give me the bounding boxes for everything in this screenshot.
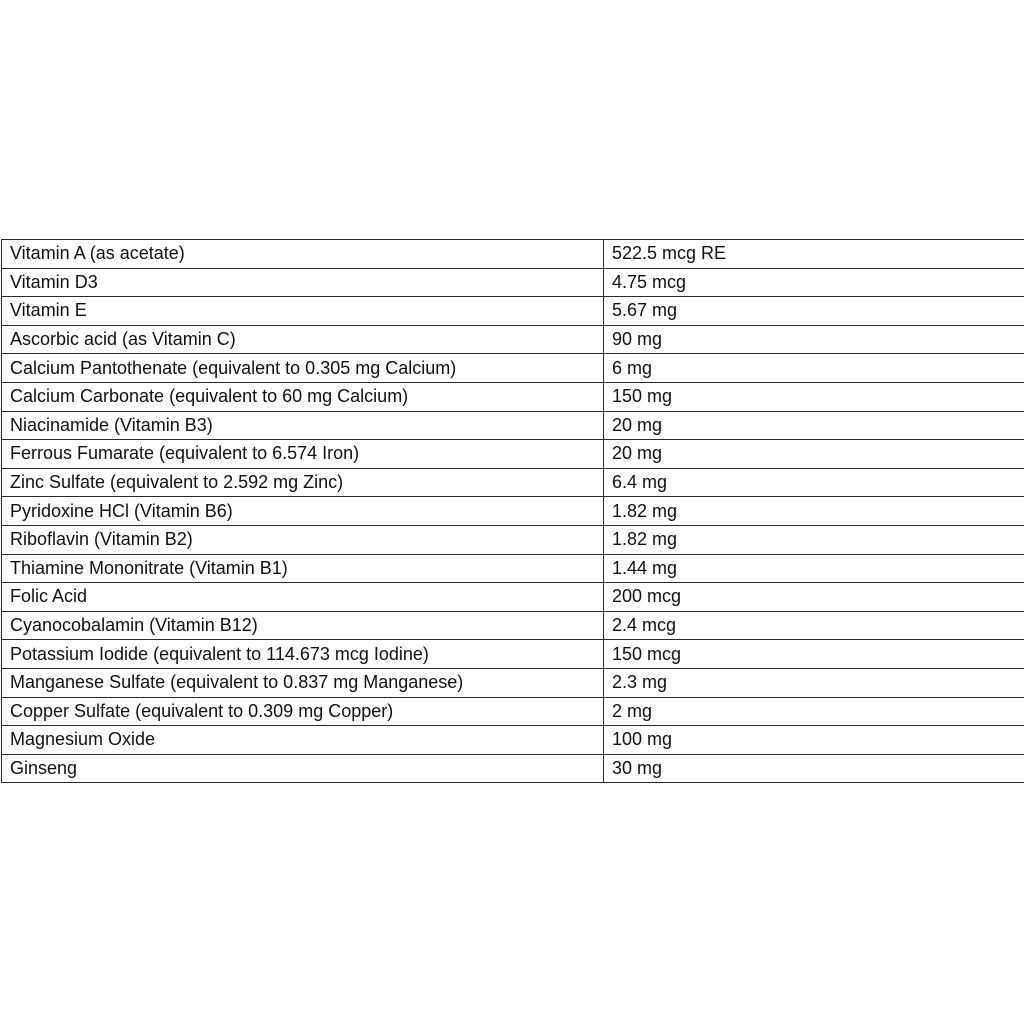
ingredient-name-cell: Ginseng	[2, 754, 604, 783]
ingredient-name-cell: Calcium Carbonate (equivalent to 60 mg Calcium)	[2, 382, 604, 411]
ingredient-name-cell: Vitamin A (as acetate)	[2, 240, 604, 269]
ingredient-name-cell: Thiamine Mononitrate (Vitamin B1)	[2, 554, 604, 583]
table-row	[2, 640, 1024, 669]
ingredient-amount-cell: 6 mg	[604, 354, 1024, 383]
ingredient-name-cell: Manganese Sulfate (equivalent to 0.837 mg Manganese)	[2, 668, 604, 697]
ingredient-amount-cell: 1.82 mg	[604, 497, 1024, 526]
table-row	[2, 668, 1024, 697]
table-row	[2, 497, 1024, 526]
table-row	[2, 411, 1024, 440]
table-row	[2, 354, 1024, 383]
table-row	[2, 754, 1024, 783]
ingredient-amount-cell: 30 mg	[604, 754, 1024, 783]
table-row	[2, 440, 1024, 469]
ingredient-amount-cell: 90 mg	[604, 325, 1024, 354]
ingredients-table-container	[1, 239, 1023, 783]
ingredient-name-cell: Copper Sulfate (equivalent to 0.309 mg Copper)	[2, 697, 604, 726]
ingredient-name-cell: Ascorbic acid (as Vitamin C)	[2, 325, 604, 354]
ingredient-amount-cell: 1.82 mg	[604, 525, 1024, 554]
ingredient-name-cell: Folic Acid	[2, 583, 604, 612]
ingredient-amount-cell: 522.5 mcg RE	[604, 240, 1024, 269]
ingredient-amount-cell: 2 mg	[604, 697, 1024, 726]
ingredient-name-cell: Riboflavin (Vitamin B2)	[2, 525, 604, 554]
ingredient-amount-cell: 150 mcg	[604, 640, 1024, 669]
table-row	[2, 726, 1024, 755]
ingredient-amount-cell: 150 mg	[604, 382, 1024, 411]
ingredient-name-cell: Ferrous Fumarate (equivalent to 6.574 Iron)	[2, 440, 604, 469]
ingredient-amount-cell: 20 mg	[604, 440, 1024, 469]
table-row	[2, 525, 1024, 554]
table-row	[2, 325, 1024, 354]
ingredient-name-cell: Pyridoxine HCl (Vitamin B6)	[2, 497, 604, 526]
ingredient-name-cell: Cyanocobalamin (Vitamin B12)	[2, 611, 604, 640]
ingredient-amount-cell: 100 mg	[604, 726, 1024, 755]
table-row	[2, 468, 1024, 497]
ingredient-name-cell: Potassium Iodide (equivalent to 114.673 mcg Iodine)	[2, 640, 604, 669]
ingredient-amount-cell: 2.3 mg	[604, 668, 1024, 697]
table-row	[2, 554, 1024, 583]
table-row	[2, 697, 1024, 726]
ingredient-amount-cell: 6.4 mg	[604, 468, 1024, 497]
table-row	[2, 382, 1024, 411]
ingredient-amount-cell: 1.44 mg	[604, 554, 1024, 583]
ingredient-amount-cell: 4.75 mcg	[604, 268, 1024, 297]
table-row	[2, 611, 1024, 640]
ingredient-name-cell: Vitamin E	[2, 297, 604, 326]
ingredient-amount-cell: 2.4 mcg	[604, 611, 1024, 640]
ingredient-amount-cell: 200 mcg	[604, 583, 1024, 612]
table-row	[2, 297, 1024, 326]
ingredient-name-cell: Vitamin D3	[2, 268, 604, 297]
table-row	[2, 583, 1024, 612]
ingredients-table-body	[2, 240, 1024, 783]
ingredient-name-cell: Niacinamide (Vitamin B3)	[2, 411, 604, 440]
ingredient-name-cell: Zinc Sulfate (equivalent to 2.592 mg Zinc)	[2, 468, 604, 497]
ingredient-name-cell: Calcium Pantothenate (equivalent to 0.305 mg Calcium)	[2, 354, 604, 383]
ingredient-name-cell: Magnesium Oxide	[2, 726, 604, 755]
ingredient-amount-cell: 5.67 mg	[604, 297, 1024, 326]
table-row	[2, 268, 1024, 297]
ingredient-amount-cell: 20 mg	[604, 411, 1024, 440]
ingredients-table	[1, 239, 1024, 783]
table-row	[2, 240, 1024, 269]
